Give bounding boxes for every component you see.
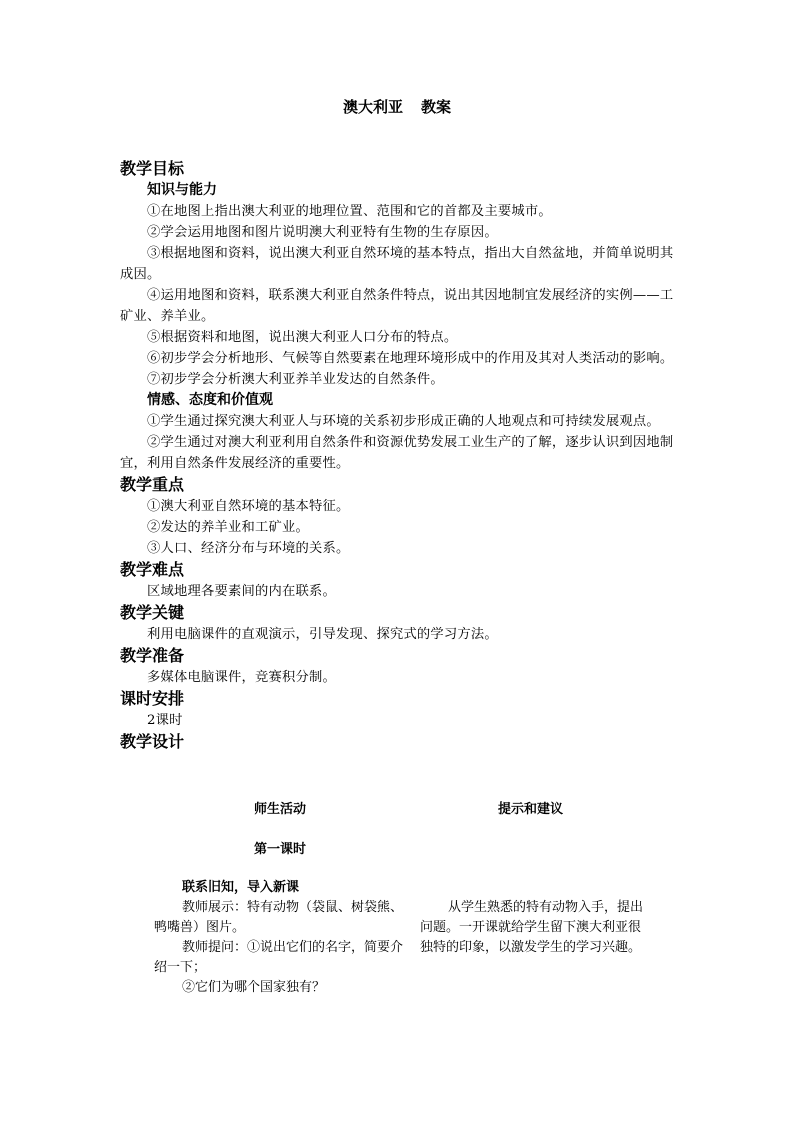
emotion-heading: 情感、态度和价值观: [147, 392, 273, 408]
difficulty-text: 区域地理各要素间的内在联系。: [147, 584, 336, 599]
knowledge-item: ③根据地图和资料，说出澳大利亚自然环境的基本特点，指出大自然盆地，并简单说明其成因。: [120, 246, 674, 282]
key-item: ③人口、经济分布与环境的关系。: [147, 541, 350, 556]
knowledge-heading: 知识与能力: [147, 182, 217, 198]
knowledge-item: ⑥初步学会分析地形、气候等自然要素在地理环境形成中的作用及其对人类活动的影响。: [147, 351, 674, 366]
activity-item: 教师提问：①说出它们的名字，简要介绍一下；: [154, 940, 404, 975]
activity-item: 教师展示：特有动物（袋鼠、树袋熊、鸭嘴兽）图片。: [154, 900, 404, 935]
key-item: ②发达的养羊业和工矿业。: [147, 520, 309, 535]
document-title: [0, 96, 794, 117]
column-header-tips: 提示和建议: [498, 802, 564, 817]
column-header-activities: 师生活动: [254, 802, 307, 817]
activities-cell: [154, 878, 410, 998]
title-subject: 澳大利亚: [342, 98, 403, 116]
knowledge-item: ④运用地图和资料，联系澳大利亚自然条件特点，说出其因地制宜发展经济的实例——工矿业、养羊业。: [120, 288, 674, 324]
lesson-label: 第一课时: [254, 842, 307, 857]
emotion-item: ①学生通过探究澳大利亚人与环境的关系初步形成正确的人地观点和可持续发展观点。: [147, 414, 660, 429]
difficulty-heading: 教学难点: [120, 560, 185, 579]
prep-text: 多媒体电脑课件，竞赛积分制。: [147, 670, 336, 685]
activity-heading: 联系旧知，导入新课: [182, 880, 300, 895]
schedule-text: 2课时: [147, 713, 183, 728]
knowledge-item: ⑦初步学会分析澳大利亚养羊业发达的自然条件。: [147, 372, 444, 387]
activity-item: ②它们为哪个国家独有？: [182, 980, 326, 995]
design-table: [120, 800, 680, 1000]
design-heading: 教学设计: [120, 732, 185, 751]
title-type: 教案: [421, 98, 452, 116]
knowledge-item: ②学会运用地图和图片说明澳大利亚特有生物的生存原因。: [147, 225, 498, 240]
method-heading: 教学关键: [120, 603, 185, 622]
key-item: ①澳大利亚自然环境的基本特征。: [147, 499, 350, 514]
knowledge-item: ①在地图上指出澳大利亚的地理位置、范围和它的首都及主要城市。: [147, 204, 552, 219]
key-heading: 教学重点: [120, 475, 185, 494]
tips-cell: [420, 898, 652, 958]
lesson-plan-body: [120, 158, 680, 753]
goals-heading: 教学目标: [120, 159, 185, 178]
method-text: 利用电脑课件的直观演示，引导发现、探究式的学习方法。: [147, 627, 498, 642]
prep-heading: 教学准备: [120, 646, 185, 665]
tips-text: 从学生熟悉的特有动物入手，提出问题。一开课就给学生留下澳大利亚很独特的印象，以激发学生的学习兴趣。: [420, 900, 644, 955]
schedule-heading: 课时安排: [120, 689, 185, 708]
emotion-item: ②学生通过对澳大利亚利用自然条件和资源优势发展工业生产的了解，逐步认识到因地制宜，利用自然条件发展经济的重要性。: [120, 435, 674, 471]
knowledge-item: ⑤根据资料和地图，说出澳大利亚人口分布的特点。: [147, 330, 458, 345]
